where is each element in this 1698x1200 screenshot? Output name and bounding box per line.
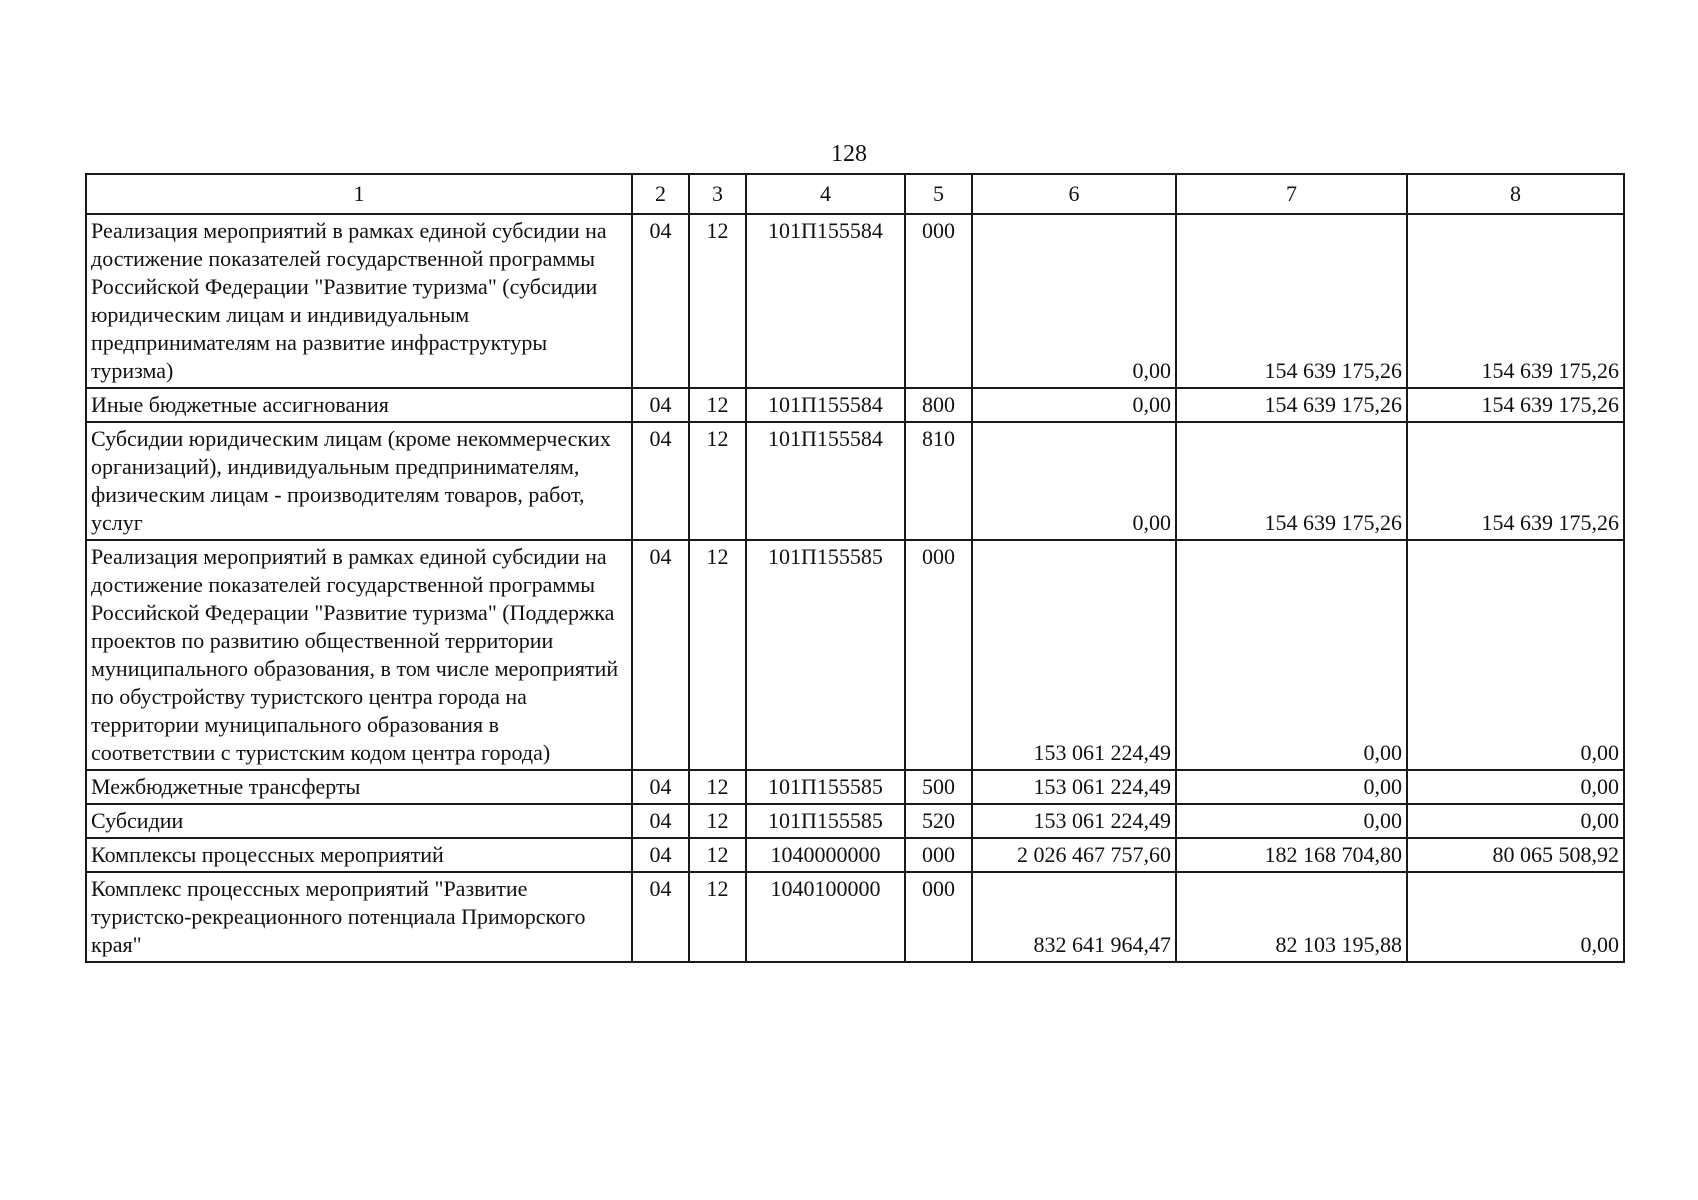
amount-col-6: 0,00 — [972, 422, 1176, 540]
amount-col-6: 153 061 224,49 — [972, 540, 1176, 770]
expense-type-code: 520 — [905, 804, 972, 838]
column-header-7: 7 — [1176, 174, 1407, 214]
page-number: 128 — [831, 141, 867, 167]
row-name: Реализация мероприятий в рамках единой субсидии на достижение показателей государственной программы Российской Федерации "Развитие туризма" (субсидии юридическим лицам и индивидуальным предпринимателям на развитие инфраструктуры туризма) — [86, 214, 632, 388]
column-header-6: 6 — [972, 174, 1176, 214]
amount-col-7: 0,00 — [1176, 804, 1407, 838]
expense-type-code: 800 — [905, 388, 972, 422]
expense-type-code: 810 — [905, 422, 972, 540]
amount-col-6: 0,00 — [972, 388, 1176, 422]
expense-type-code: 000 — [905, 838, 972, 872]
subsection-code: 12 — [689, 872, 746, 962]
row-name: Комплексы процессных мероприятий — [86, 838, 632, 872]
section-code: 04 — [632, 804, 689, 838]
section-code: 04 — [632, 388, 689, 422]
amount-col-7: 82 103 195,88 — [1176, 872, 1407, 962]
column-header-4: 4 — [746, 174, 905, 214]
column-header-5: 5 — [905, 174, 972, 214]
table-row — [86, 214, 1624, 388]
amount-col-8: 0,00 — [1407, 804, 1624, 838]
amount-col-7: 0,00 — [1176, 770, 1407, 804]
amount-col-8: 0,00 — [1407, 540, 1624, 770]
amount-col-7: 182 168 704,80 — [1176, 838, 1407, 872]
row-name: Иные бюджетные ассигнования — [86, 388, 632, 422]
amount-col-6: 832 641 964,47 — [972, 872, 1176, 962]
target-article-code: 101П155584 — [746, 388, 905, 422]
target-article-code: 1040000000 — [746, 838, 905, 872]
expense-type-code: 000 — [905, 214, 972, 388]
table-row — [86, 872, 1624, 962]
amount-col-8: 154 639 175,26 — [1407, 388, 1624, 422]
amount-col-6: 153 061 224,49 — [972, 804, 1176, 838]
section-code: 04 — [632, 770, 689, 804]
target-article-code: 101П155584 — [746, 214, 905, 388]
expense-type-code: 000 — [905, 872, 972, 962]
target-article-code: 101П155585 — [746, 770, 905, 804]
section-code: 04 — [632, 838, 689, 872]
section-code: 04 — [632, 540, 689, 770]
target-article-code: 1040100000 — [746, 872, 905, 962]
row-name: Реализация мероприятий в рамках единой субсидии на достижение показателей государственной программы Российской Федерации "Развитие туризма" (Поддержка проектов по развитию общественной территории муниципального образования, в том числе мероприятий по обустройству туристского центра города на территории муниципального образования в соответствии с туристским кодом центра города) — [86, 540, 632, 770]
amount-col-7: 154 639 175,26 — [1176, 214, 1407, 388]
amount-col-8: 80 065 508,92 — [1407, 838, 1624, 872]
subsection-code: 12 — [689, 214, 746, 388]
table-row — [86, 770, 1624, 804]
amount-col-6: 0,00 — [972, 214, 1176, 388]
amount-col-6: 153 061 224,49 — [972, 770, 1176, 804]
amount-col-8: 0,00 — [1407, 872, 1624, 962]
amount-col-7: 154 639 175,26 — [1176, 388, 1407, 422]
section-code: 04 — [632, 422, 689, 540]
table-row — [86, 388, 1624, 422]
table-row — [86, 838, 1624, 872]
column-header-8: 8 — [1407, 174, 1624, 214]
subsection-code: 12 — [689, 804, 746, 838]
subsection-code: 12 — [689, 388, 746, 422]
target-article-code: 101П155584 — [746, 422, 905, 540]
table-header-row — [86, 174, 1624, 214]
row-name: Комплекс процессных мероприятий "Развитие туристско-рекреационного потенциала Приморского края" — [86, 872, 632, 962]
amount-col-8: 154 639 175,26 — [1407, 214, 1624, 388]
amount-col-7: 154 639 175,26 — [1176, 422, 1407, 540]
subsection-code: 12 — [689, 540, 746, 770]
table-row — [86, 540, 1624, 770]
section-code: 04 — [632, 872, 689, 962]
row-name: Межбюджетные трансферты — [86, 770, 632, 804]
row-name: Субсидии — [86, 804, 632, 838]
table-row — [86, 804, 1624, 838]
column-header-2: 2 — [632, 174, 689, 214]
amount-col-6: 2 026 467 757,60 — [972, 838, 1176, 872]
amount-col-7: 0,00 — [1176, 540, 1407, 770]
expense-type-code: 500 — [905, 770, 972, 804]
amount-col-8: 0,00 — [1407, 770, 1624, 804]
budget-table — [85, 173, 1625, 963]
subsection-code: 12 — [689, 838, 746, 872]
target-article-code: 101П155585 — [746, 804, 905, 838]
expense-type-code: 000 — [905, 540, 972, 770]
target-article-code: 101П155585 — [746, 540, 905, 770]
row-name: Субсидии юридическим лицам (кроме некоммерческих организаций), индивидуальным предпринимателям, физическим лицам - производителям товаров, работ, услуг — [86, 422, 632, 540]
subsection-code: 12 — [689, 770, 746, 804]
section-code: 04 — [632, 214, 689, 388]
table-row — [86, 422, 1624, 540]
column-header-1: 1 — [86, 174, 632, 214]
column-header-3: 3 — [689, 174, 746, 214]
subsection-code: 12 — [689, 422, 746, 540]
amount-col-8: 154 639 175,26 — [1407, 422, 1624, 540]
